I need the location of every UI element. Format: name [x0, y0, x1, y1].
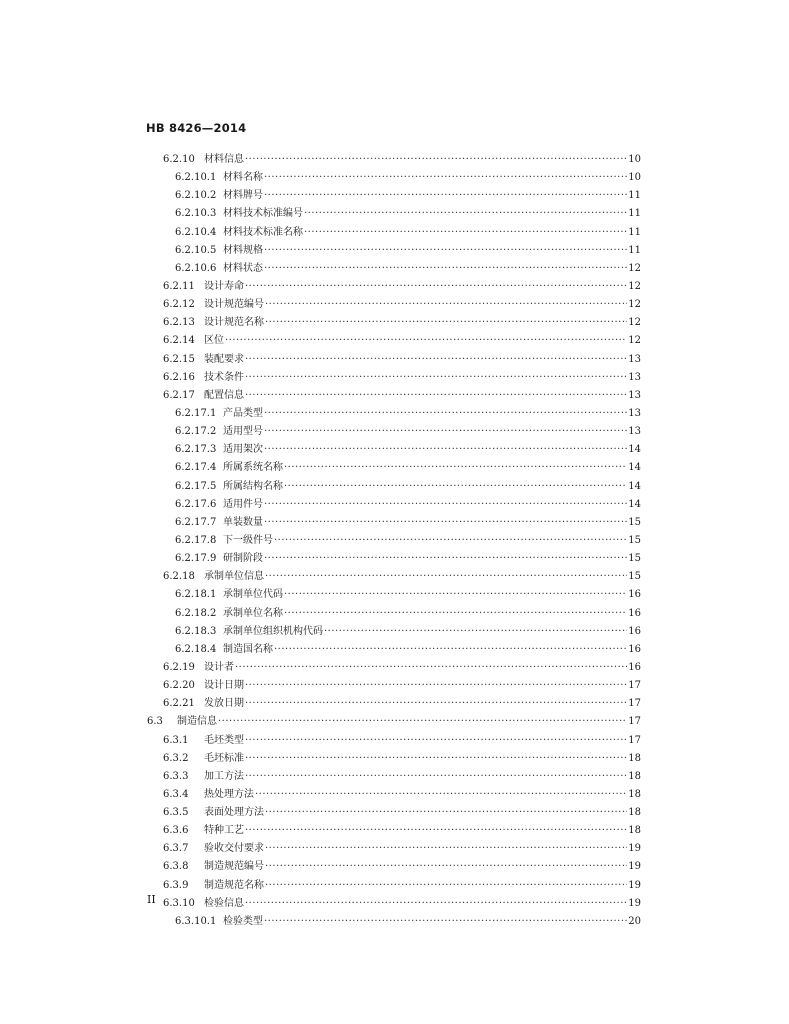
toc-dot-leader [245, 151, 627, 169]
toc-dot-leader [235, 659, 627, 677]
toc-entry-line [163, 314, 641, 332]
toc-entry-page: 11 [628, 226, 641, 238]
toc-entry-line [175, 260, 641, 278]
toc-entry [0, 296, 789, 314]
toc-entry-page: 15 [628, 516, 641, 528]
toc-entry-number: 6.2.17.7 [175, 516, 217, 528]
toc-entry-number: 6.2.17.5 [175, 480, 217, 492]
toc-dot-leader [245, 822, 627, 840]
toc-entry [0, 895, 789, 913]
toc-entry-line [163, 858, 641, 876]
toc-entry-line [163, 750, 641, 768]
toc-entry-page: 13 [628, 371, 641, 383]
toc-dot-leader [225, 332, 627, 350]
toc-entry-number: 6.2.18.4 [175, 643, 217, 655]
toc-entry-page: 14 [628, 444, 641, 456]
toc-entry-page: 18 [628, 825, 641, 837]
toc-dot-leader [265, 568, 627, 586]
toc-dot-leader [284, 605, 627, 623]
toc-dot-leader [274, 532, 627, 550]
toc-entry-title: 发放日期 [204, 698, 244, 710]
toc-entry-line [175, 205, 641, 223]
toc-entry-number: 6.2.19 [163, 661, 195, 673]
toc-entry-page: 12 [628, 317, 641, 329]
toc-entry-page: 12 [628, 299, 641, 311]
toc-entry-page: 11 [628, 244, 641, 256]
toc-entry-title: 区位 [204, 335, 224, 347]
toc-entry-number: 6.2.21 [163, 698, 195, 710]
toc-entry-number: 6.2.18.1 [175, 589, 217, 601]
toc-dot-leader [245, 732, 627, 750]
toc-entry-line [163, 895, 641, 913]
toc-entry-number: 6.3.9 [163, 879, 189, 891]
toc-entry [0, 677, 789, 695]
toc-dot-leader [265, 296, 627, 314]
toc-dot-leader [245, 895, 627, 913]
toc-entry-line [163, 695, 641, 713]
toc-entry-title: 制造规范编号 [204, 861, 264, 873]
toc-entry-number: 6.2.10.4 [175, 226, 217, 238]
toc-entry-number: 6.2.17.8 [175, 534, 217, 546]
toc-entry-title: 检验类型 [223, 915, 263, 927]
toc-entry-number: 6.2.17 [163, 389, 195, 401]
toc-entry-page: 17 [628, 734, 641, 746]
toc-entry-title: 承制单位代码 [223, 589, 283, 601]
toc-entry-number: 6.2.15 [163, 353, 195, 365]
toc-entry-line [175, 532, 641, 550]
toc-dot-leader [265, 858, 627, 876]
toc-entry [0, 205, 789, 223]
toc-dot-leader [284, 478, 627, 496]
toc-entry-line [163, 351, 641, 369]
toc-entry-line [175, 405, 641, 423]
toc-entry-line [175, 224, 641, 242]
toc-entry-title: 材料技术标准名称 [223, 226, 303, 238]
toc-entry [0, 840, 789, 858]
toc-entry-line [175, 623, 641, 641]
toc-entry-page: 17 [628, 698, 641, 710]
toc-entry-title: 适用件号 [223, 498, 263, 510]
toc-entry [0, 224, 789, 242]
toc-entry [0, 586, 789, 604]
toc-entry-page: 16 [628, 607, 641, 619]
toc-entry-title: 设计规范编号 [204, 299, 264, 311]
toc-dot-leader [265, 877, 627, 895]
toc-entry-title: 承制单位信息 [204, 571, 264, 583]
toc-dot-leader [264, 242, 627, 260]
toc-dot-leader [245, 369, 627, 387]
toc-entry-title: 产品类型 [223, 407, 263, 419]
toc-entry [0, 242, 789, 260]
toc-entry-page: 10 [628, 172, 641, 184]
table-of-contents [0, 151, 789, 931]
toc-entry-line [163, 659, 641, 677]
toc-entry-page: 16 [628, 625, 641, 637]
toc-entry-number: 6.3.5 [163, 807, 189, 819]
toc-entry-page: 20 [628, 915, 641, 927]
toc-entry-page: 10 [628, 154, 641, 165]
toc-entry-line [163, 768, 641, 786]
toc-dot-leader [265, 804, 627, 822]
toc-entry-page: 16 [628, 643, 641, 655]
toc-entry-number: 6.2.17.6 [175, 498, 217, 510]
toc-entry-line [175, 478, 641, 496]
toc-entry [0, 387, 789, 405]
toc-entry-line [163, 278, 641, 296]
toc-entry-page: 11 [628, 208, 641, 220]
toc-entry [0, 459, 789, 477]
toc-entry [0, 804, 789, 822]
toc-entry-title: 制造规范名称 [204, 879, 264, 891]
toc-entry-line [175, 550, 641, 568]
toc-entry-line [163, 151, 641, 169]
toc-entry-title: 单装数量 [223, 516, 263, 528]
toc-entry-line [175, 441, 641, 459]
toc-entry-title: 加工方法 [204, 770, 244, 782]
toc-entry-number: 6.3.8 [163, 861, 189, 873]
toc-entry-line [163, 568, 641, 586]
toc-entry-page: 17 [628, 716, 641, 728]
toc-dot-leader [264, 441, 627, 459]
toc-entry-line [163, 877, 641, 895]
toc-entry-line [175, 423, 641, 441]
toc-dot-leader [245, 387, 627, 405]
toc-entry-title: 下一级件号 [223, 534, 273, 546]
toc-entry [0, 641, 789, 659]
toc-entry-title: 研制阶段 [223, 553, 263, 565]
toc-entry-line [175, 605, 641, 623]
toc-entry-title: 特种工艺 [204, 825, 244, 837]
document-header: HB 8426—2014 [146, 121, 247, 135]
page-number-footer: II [147, 893, 156, 906]
toc-entry-number: 6.3.10.1 [175, 915, 217, 927]
toc-entry [0, 496, 789, 514]
toc-entry-number: 6.2.16 [163, 371, 195, 383]
toc-entry-page: 13 [628, 426, 641, 438]
toc-entry-line [175, 459, 641, 477]
toc-entry-line [163, 732, 641, 750]
toc-entry-page: 18 [628, 770, 641, 782]
toc-entry [0, 605, 789, 623]
toc-entry [0, 786, 789, 804]
toc-entry-number: 6.2.17.3 [175, 444, 217, 456]
toc-entry-line [163, 296, 641, 314]
toc-entry-page: 15 [628, 534, 641, 546]
toc-entry-number: 6.3.1 [163, 734, 189, 746]
toc-entry-title: 热处理方法 [204, 788, 254, 800]
toc-entry-title: 制造国名称 [223, 643, 273, 655]
toc-entry [0, 405, 789, 423]
toc-entry-number: 6.3.6 [163, 825, 189, 837]
toc-entry [0, 278, 789, 296]
toc-dot-leader [245, 278, 627, 296]
toc-entry-number: 6.3.7 [163, 843, 189, 855]
toc-entry-number: 6.2.10.2 [175, 190, 217, 202]
toc-entry-line [163, 332, 641, 350]
toc-entry [0, 877, 789, 895]
toc-entry [0, 314, 789, 332]
toc-entry [0, 732, 789, 750]
toc-entry-title: 毛坯类型 [204, 734, 244, 746]
toc-dot-leader [304, 205, 627, 223]
toc-entry-title: 制造信息 [177, 716, 217, 728]
toc-entry-title: 材料状态 [223, 262, 263, 274]
toc-entry-line [163, 677, 641, 695]
toc-dot-leader [264, 187, 627, 205]
toc-entry-line [163, 387, 641, 405]
toc-entry-number: 6.2.10 [163, 154, 195, 165]
toc-entry-number: 6.2.17.2 [175, 426, 217, 438]
toc-dot-leader [245, 695, 627, 713]
toc-entry-number: 6.3 [147, 716, 163, 728]
toc-entry-title: 检验信息 [204, 897, 244, 909]
toc-entry-number: 6.2.20 [163, 680, 195, 692]
toc-dot-leader [265, 314, 627, 332]
toc-entry-page: 18 [628, 807, 641, 819]
toc-entry-number: 6.2.10.6 [175, 262, 217, 274]
toc-dot-leader [284, 459, 627, 477]
toc-entry-number: 6.3.3 [163, 770, 189, 782]
toc-entry-title: 配置信息 [204, 389, 244, 401]
toc-entry [0, 151, 789, 169]
toc-entry-page: 19 [628, 897, 641, 909]
toc-entry-number: 6.2.10.3 [175, 208, 217, 220]
toc-entry-page: 13 [628, 353, 641, 365]
toc-entry-page: 17 [628, 680, 641, 692]
toc-entry-title: 技术条件 [204, 371, 244, 383]
toc-entry-page: 18 [628, 788, 641, 800]
toc-entry-page: 16 [628, 589, 641, 601]
toc-dot-leader [284, 586, 627, 604]
toc-dot-leader [218, 713, 627, 731]
toc-entry [0, 478, 789, 496]
toc-entry [0, 369, 789, 387]
toc-entry [0, 441, 789, 459]
toc-entry-page: 19 [628, 843, 641, 855]
toc-entry-number: 6.2.17.9 [175, 553, 217, 565]
toc-entry [0, 822, 789, 840]
toc-dot-leader [255, 786, 627, 804]
toc-entry-number: 6.3.4 [163, 788, 189, 800]
toc-entry-title: 装配要求 [204, 353, 244, 365]
toc-entry-page: 15 [628, 571, 641, 583]
toc-dot-leader [264, 496, 627, 514]
toc-dot-leader [264, 405, 627, 423]
toc-entry [0, 532, 789, 550]
toc-entry-line [163, 786, 641, 804]
toc-entry-title: 材料信息 [204, 154, 244, 165]
toc-entry-title: 适用型号 [223, 426, 263, 438]
toc-entry-title: 表面处理方法 [204, 807, 264, 819]
toc-entry-page: 16 [628, 661, 641, 673]
toc-entry-line [175, 187, 641, 205]
toc-entry-title: 所属系统名称 [223, 462, 283, 474]
toc-entry-title: 材料牌号 [223, 190, 263, 202]
toc-dot-leader [245, 677, 627, 695]
toc-entry-line [163, 840, 641, 858]
toc-entry-page: 19 [628, 861, 641, 873]
toc-entry-page: 14 [628, 462, 641, 474]
toc-entry [0, 623, 789, 641]
toc-entry-number: 6.2.18.2 [175, 607, 217, 619]
toc-entry-page: 14 [628, 480, 641, 492]
toc-entry-number: 6.2.17.4 [175, 462, 217, 474]
toc-entry-page: 19 [628, 879, 641, 891]
toc-entry-page: 13 [628, 389, 641, 401]
toc-dot-leader [245, 351, 627, 369]
toc-entry [0, 713, 789, 731]
toc-entry-line [175, 169, 641, 187]
toc-entry-title: 承制单位名称 [223, 607, 283, 619]
toc-dot-leader [264, 550, 627, 568]
toc-entry [0, 768, 789, 786]
toc-entry-title: 材料规格 [223, 244, 263, 256]
toc-entry-title: 验收交付要求 [204, 843, 264, 855]
toc-entry [0, 750, 789, 768]
toc-entry-number: 6.2.11 [163, 280, 195, 292]
toc-entry-line [163, 804, 641, 822]
toc-entry-line [147, 713, 641, 731]
toc-entry-title: 承制单位组织机构代码 [223, 625, 323, 637]
toc-entry [0, 332, 789, 350]
toc-entry-line [175, 641, 641, 659]
toc-entry-number: 6.2.18 [163, 571, 195, 583]
toc-entry [0, 351, 789, 369]
toc-entry-title: 材料名称 [223, 172, 263, 184]
toc-dot-leader [324, 623, 627, 641]
toc-entry-number: 6.2.10.1 [175, 172, 217, 184]
toc-entry-page: 12 [628, 335, 641, 347]
toc-entry-page: 15 [628, 553, 641, 565]
toc-entry-number: 6.2.12 [163, 299, 195, 311]
toc-entry-page: 14 [628, 498, 641, 510]
toc-entry-number: 6.3.2 [163, 752, 189, 764]
toc-dot-leader [264, 913, 627, 931]
toc-entry [0, 568, 789, 586]
toc-dot-leader [264, 423, 627, 441]
toc-entry-line [175, 514, 641, 532]
toc-entry [0, 913, 789, 931]
toc-entry-page: 13 [628, 407, 641, 419]
toc-entry-number: 6.3.10 [163, 897, 195, 909]
toc-entry-number: 6.2.17.1 [175, 407, 217, 419]
toc-entry [0, 550, 789, 568]
toc-entry-line [163, 369, 641, 387]
toc-dot-leader [245, 768, 627, 786]
toc-entry-page: 12 [628, 262, 641, 274]
toc-dot-leader [265, 840, 627, 858]
toc-dot-leader [264, 514, 627, 532]
toc-entry [0, 260, 789, 278]
toc-entry [0, 514, 789, 532]
toc-dot-leader [245, 750, 627, 768]
toc-entry [0, 169, 789, 187]
toc-entry-line [175, 242, 641, 260]
toc-entry [0, 423, 789, 441]
toc-entry-line [175, 586, 641, 604]
toc-entry-title: 设计者 [204, 661, 234, 673]
toc-dot-leader [274, 641, 627, 659]
toc-entry-number: 6.2.13 [163, 317, 195, 329]
toc-entry-line [175, 496, 641, 514]
toc-entry-number: 6.2.18.3 [175, 625, 217, 637]
toc-entry-line [175, 913, 641, 931]
toc-entry-number: 6.2.14 [163, 335, 195, 347]
toc-entry-number: 6.2.10.5 [175, 244, 217, 256]
toc-entry [0, 659, 789, 677]
toc-entry-page: 11 [628, 190, 641, 202]
toc-dot-leader [264, 169, 627, 187]
toc-entry-title: 设计规范名称 [204, 317, 264, 329]
toc-entry-title: 适用架次 [223, 444, 263, 456]
toc-entry [0, 858, 789, 876]
toc-entry-title: 所属结构名称 [223, 480, 283, 492]
toc-entry-title: 材料技术标准编号 [223, 208, 303, 220]
toc-entry-page: 12 [628, 280, 641, 292]
toc-entry-line [163, 822, 641, 840]
toc-entry-title: 设计寿命 [204, 280, 244, 292]
toc-entry-title: 毛坯标准 [204, 752, 244, 764]
toc-entry [0, 187, 789, 205]
toc-entry [0, 695, 789, 713]
toc-dot-leader [304, 224, 627, 242]
toc-entry-title: 设计日期 [204, 680, 244, 692]
toc-dot-leader [264, 260, 627, 278]
toc-entry-page: 18 [628, 752, 641, 764]
